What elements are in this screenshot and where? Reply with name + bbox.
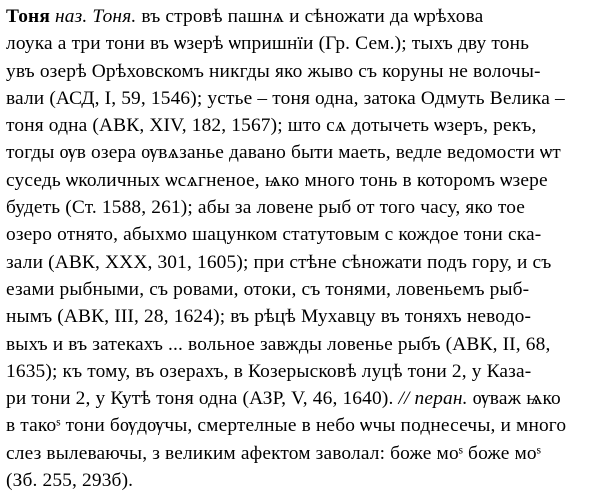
- line-text: (Зб. 255, 293б).: [6, 470, 134, 492]
- entry-line-5: [6, 112, 600, 139]
- entry-line-10: [6, 249, 600, 276]
- entry-line-12: [6, 303, 600, 330]
- line-text: ри тони 2, у Кутѣ тоня одна (АЗР, V, 46, 1640).: [6, 388, 394, 410]
- entry-line-2: [6, 30, 600, 57]
- line-text: вали (АСД, I, 59, 1546); устье – тоня одна, затока Одмуть Велика –: [6, 87, 565, 109]
- entry-line-13: [6, 331, 600, 358]
- line-text: в такоˢ тони бѹдѹчы, смертелные в небо ѡчы поднесечы, и много: [6, 415, 567, 437]
- line-text: тоня одна (АВК, XIV, 182, 1567); што сѧ дотычеть ѡзеръ, рекъ,: [6, 115, 537, 137]
- line-text: езами рыбными, съ ровами, отоки, съ тонями, ловеньемъ рыб-: [6, 278, 530, 300]
- entry-line-11: [6, 276, 600, 303]
- entry-line-15: [6, 385, 600, 412]
- line-text: озеро отнято, абыхмо шацунком статутовым с кождое тони ска-: [6, 224, 542, 246]
- line-text: 1635); къ тому, въ озерахъ, в Козерысковѣ луцѣ тони 2, у Каза-: [6, 360, 532, 382]
- entry-line-17: [6, 440, 600, 467]
- line-text: зали (АВК, XXX, 301, 1605); при стѣне сѣножати подъ гору, и съ: [6, 251, 552, 273]
- line-text: лоука а три тони въ ѡзерѣ ѡпришнïи (Гр. Сем.); тыхъ дву тонь: [6, 33, 530, 55]
- line-text: нымъ (АВК, III, 28, 1624); въ рѣцѣ Мухавцу въ тоняхъ неводо-: [6, 306, 532, 328]
- dictionary-entry: [0, 3, 606, 492]
- line-text: тогды ѹв озера ѹвѧзанье давано быти маеть, ведле ведомости ѡт: [6, 142, 561, 164]
- entry-line-4: [6, 85, 600, 112]
- line-text: будеть (Ст. 1588, 261); абы за ловене рыб от того часу, яко тое: [6, 197, 526, 219]
- line-text: выхъ и въ затекахъ ... вольное завжды ловенье рыбъ (АВК, II, 68,: [6, 333, 551, 355]
- entry-line-6: [6, 139, 600, 166]
- entry-line-14: [6, 358, 600, 385]
- grammar-label: наз. Тоня.: [55, 6, 137, 27]
- entry-line-16: [6, 412, 600, 439]
- entry-line-7: [6, 167, 600, 194]
- line-text-after: ѹваж ѩко: [467, 388, 561, 410]
- figurative-label: // перан.: [393, 388, 468, 410]
- entry-line-8: [6, 194, 600, 221]
- line-text: увъ озерѣ Орѣховскомъ никгды яко жыво съ коруны не волочы-: [6, 60, 541, 82]
- entry-line-3: [6, 58, 600, 85]
- entry-line-1: [6, 3, 600, 30]
- headword: Тоня: [6, 6, 51, 27]
- line-text: слез вылеваючы, з великим афектом заволал: боже моˢ боже моˢ: [6, 442, 542, 464]
- entry-line-18: [6, 467, 600, 494]
- line-text: въ стровѣ пашнѧ и сѣножати да ѡрѣхова: [136, 6, 484, 27]
- line-text: суседь ѡколичных ѡсѧгненое, ѩко много тонь в которомъ ѡзере: [6, 169, 548, 191]
- entry-line-9: [6, 221, 600, 248]
